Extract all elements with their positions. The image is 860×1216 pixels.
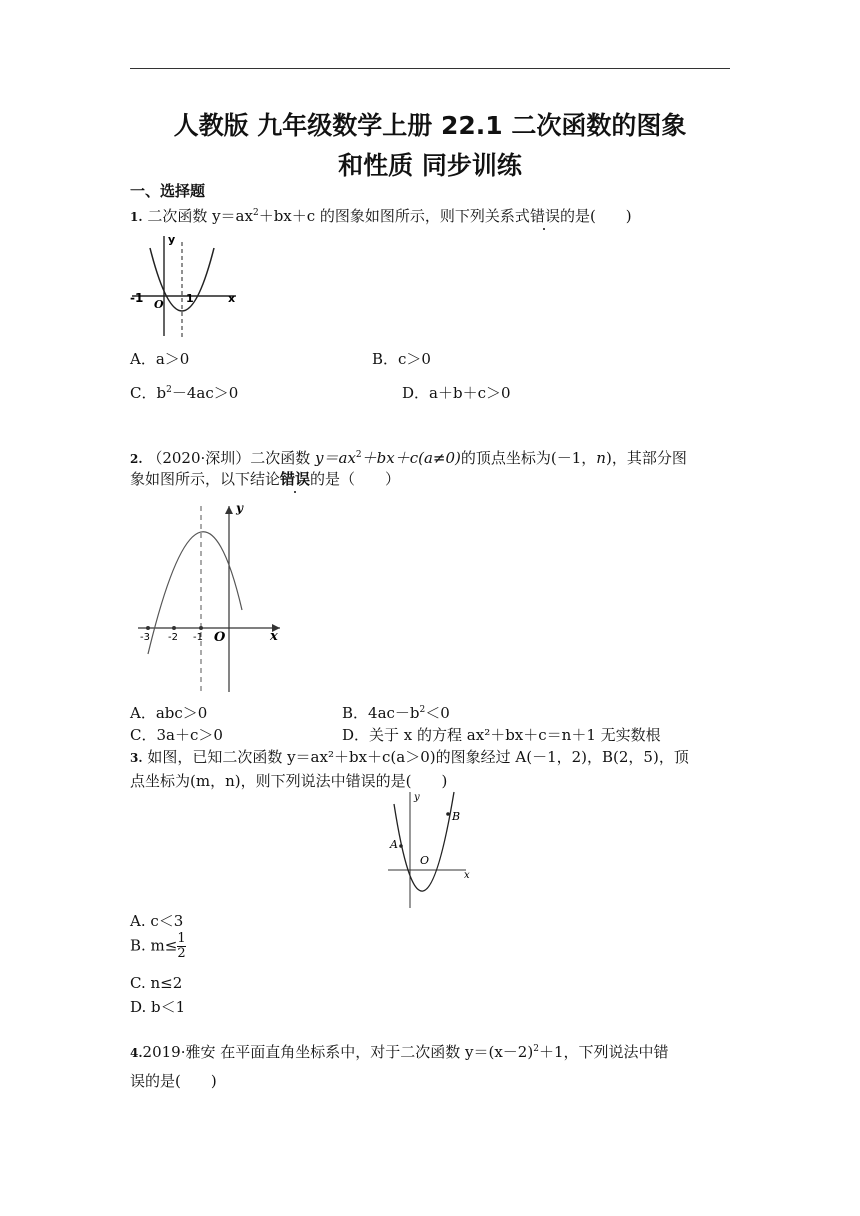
q3-option-d[interactable]: D. b＜1 bbox=[130, 998, 186, 1016]
emphasis-mark: 错误 bbox=[280, 470, 311, 488]
fraction-one-half: $\frac{1}{2}$ bbox=[177, 931, 186, 961]
page-title-line2: 和性质 同步训练 bbox=[338, 151, 522, 180]
question-3-line2: 点坐标为(m，n)，则下列说法中错误的是( ) bbox=[130, 772, 448, 790]
question-4-line1: 4.2019·雅安 在平面直角坐标系中，对于二次函数 $y=(x-2)^2+1$，下列说法中错 bbox=[130, 1043, 669, 1061]
question-2-line2: 象如图所示，以下结论错误的是（ ） bbox=[130, 470, 401, 488]
q1-option-d[interactable]: D．a＋b＋c＞0 bbox=[402, 384, 511, 402]
point-b-label: B bbox=[452, 810, 461, 823]
question-2-graph bbox=[134, 500, 284, 696]
graph-tick-neg1: -1 bbox=[130, 291, 144, 305]
graph-origin: O bbox=[214, 630, 226, 645]
graph-x-label: x bbox=[228, 292, 236, 305]
graph-tick-neg1: -1 bbox=[193, 632, 203, 643]
q2-option-c[interactable]: C．3a＋c＞0 bbox=[130, 726, 223, 744]
q1-option-a[interactable]: A．a＞0 bbox=[130, 350, 190, 368]
question-1: 1. 二次函数 $y=ax^2+bx+c$ 的图象如图所示，则下列关系式错误的是( ) bbox=[130, 207, 632, 225]
graph-y-label: y bbox=[236, 501, 243, 515]
question-4-line2: 误的是( ) bbox=[130, 1072, 217, 1090]
graph-tick-1: 1 bbox=[186, 292, 194, 305]
q2-option-d[interactable]: D．关于 x 的方程 ax²＋bx＋c＝n＋1 无实数根 bbox=[342, 726, 661, 744]
graph-origin: O bbox=[154, 298, 164, 311]
graph-tick-neg2: -2 bbox=[168, 632, 178, 643]
question-2-line1: 2. （2020·深圳）二次函数 $y=ax^2+bx+c(a\ne 0)$的顶点坐标为(－1，n)，其部分图 bbox=[130, 449, 687, 467]
q2-option-b[interactable]: B．$4ac-b^2<0$ bbox=[342, 704, 450, 722]
graph-y-label: y bbox=[414, 792, 420, 803]
question-3-graph bbox=[382, 790, 478, 912]
emphasis-mark: 错误 bbox=[529, 207, 560, 225]
header-rule bbox=[130, 68, 730, 69]
q1-option-c[interactable]: C．$b^2-4ac>0$ bbox=[130, 384, 239, 402]
graph-origin: O bbox=[420, 854, 430, 867]
question-3-line1: 3. 如图，已知二次函数 y＝ax²＋bx＋c(a＞0)的图象经过 A(－1，2)，B(2，5)，顶 bbox=[130, 748, 689, 766]
page-title-line1: 人教版 九年级数学上册 22.1 二次函数的图象 bbox=[173, 111, 687, 140]
q3-option-c[interactable]: C. n≤2 bbox=[130, 974, 183, 992]
graph-tick-neg3: -3 bbox=[140, 632, 150, 643]
question-1-graph bbox=[128, 232, 240, 340]
graph-x-label: x bbox=[464, 870, 470, 881]
q3-option-b[interactable]: B. m≤ $\frac{1}{2}$ bbox=[130, 931, 186, 961]
point-a-label: A bbox=[390, 838, 398, 851]
q3-option-a[interactable]: A. c＜3 bbox=[130, 912, 184, 930]
graph-x-label: x bbox=[270, 629, 278, 644]
q1-option-b[interactable]: B．c＞0 bbox=[372, 350, 431, 368]
q2-option-a[interactable]: A．abc＞0 bbox=[130, 704, 208, 722]
section-heading: 一、选择题 bbox=[130, 182, 206, 200]
graph-y-label: y bbox=[168, 233, 176, 246]
